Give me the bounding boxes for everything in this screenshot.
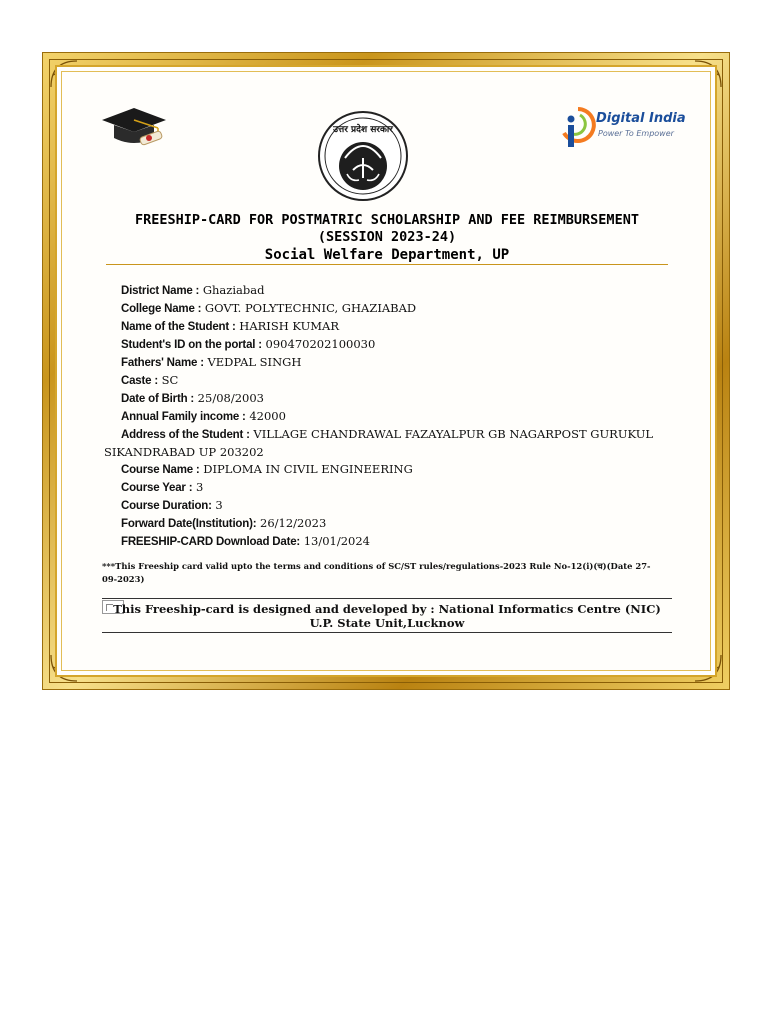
graduation-cap-icon — [100, 104, 168, 152]
emblem-text: उत्तर प्रदेश सरकार — [333, 125, 393, 135]
field-course-year: Course Year : 3 — [121, 480, 204, 494]
field-father-name: Fathers' Name : VEDPAL SINGH — [121, 355, 302, 369]
field-family-income: Annual Family income : 42000 — [121, 409, 286, 423]
field-course-duration: Course Duration: 3 — [121, 498, 223, 512]
field-student-name: Name of the Student : HARISH KUMAR — [121, 319, 340, 333]
field-course-name: Course Name : DIPLOMA IN CIVIL ENGINEERING — [121, 462, 413, 476]
title-line-2: (SESSION 2023-24) — [317, 229, 457, 245]
footer-divider-bottom — [102, 632, 672, 633]
field-download-date: FREESHIP-CARD Download Date: 13/01/2024 — [121, 534, 370, 548]
field-student-id: Student's ID on the portal : 090470202100030 — [121, 337, 376, 351]
field-dob: Date of Birth : 25/08/2003 — [121, 391, 264, 405]
title-divider — [106, 264, 668, 265]
field-address: Address of the Student : VILLAGE CHANDRAWAL FAZAYALPUR GB NAGARPOST GURUKUL SIKANDRABAD UP 203202 — [104, 427, 654, 459]
validity-note: ***This Freeship card valid upto the terms and conditions of SC/ST rules/regulations-2023 Rule No-12(i)(च)(Date 27-09-2023) — [102, 561, 651, 584]
department-name: Social Welfare Department, UP — [264, 247, 510, 263]
title-line-1: FREESHIP-CARD FOR POSTMATRIC SCHOLARSHIP AND FEE REIMBURSEMENT — [135, 212, 639, 228]
card-title — [102, 212, 672, 265]
digital-india-logo — [556, 103, 686, 153]
footer-divider-top — [102, 598, 672, 599]
digital-india-subtitle: Power To Empower — [598, 129, 674, 138]
footer-credit: This Freeship-card is designed and developed by : National Informatics Centre (NIC) U.P. State Unit,Lucknow — [113, 602, 661, 630]
field-district: District Name : Ghaziabad — [121, 283, 265, 297]
field-college: College Name : GOVT. POLYTECHNIC, GHAZIABAD — [121, 301, 417, 315]
field-caste: Caste : SC — [121, 373, 179, 387]
up-govt-emblem — [317, 108, 409, 204]
digital-india-title: Digital India — [596, 111, 686, 126]
student-details — [104, 282, 672, 551]
field-forward-date: Forward Date(Institution): 26/12/2023 — [121, 516, 327, 530]
